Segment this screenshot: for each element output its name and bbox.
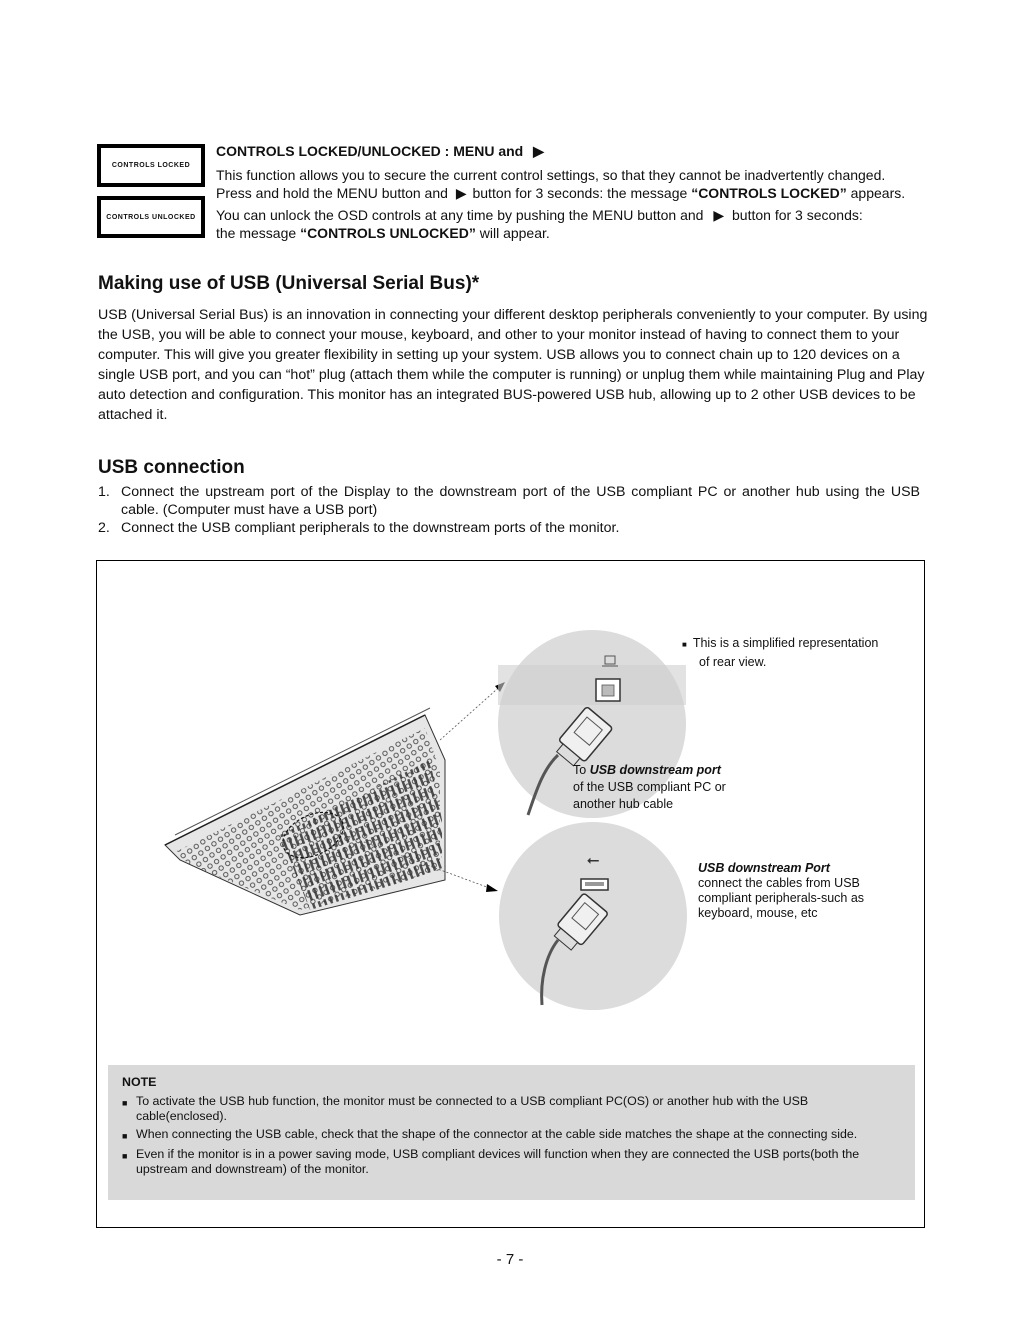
upstream-caption-port: USB downstream port xyxy=(589,763,721,777)
usb-section-heading: Making use of USB (Universal Serial Bus)* xyxy=(98,273,480,294)
controls-p1-line2 xyxy=(216,184,936,202)
step-number: 1. xyxy=(98,484,110,500)
controls-p1-line2a: Press and hold the MENU button and xyxy=(216,185,448,201)
note-title: NOTE xyxy=(122,1075,157,1089)
controls-p2-line1b: button for 3 seconds: xyxy=(732,207,863,223)
controls-locked-box-label: CONTROLS LOCKED xyxy=(111,162,191,169)
note-item-text: When connecting the USB cable, check that the shape of the connector at the cable side matches the shape at the connecting side. xyxy=(136,1127,858,1141)
controls-unlocked-message: “CONTROLS UNLOCKED” xyxy=(300,225,476,241)
list-item xyxy=(98,483,920,519)
downstream-caption xyxy=(698,861,864,921)
upstream-caption-line2: of the USB compliant PC or xyxy=(573,780,726,794)
step-text: Connect the USB compliant peripherals to the downstream ports of the monitor. xyxy=(121,520,620,536)
list-item xyxy=(98,519,920,537)
controls-title-text: CONTROLS LOCKED/UNLOCKED : MENU and xyxy=(216,143,524,159)
usb-connection-heading: USB connection xyxy=(98,457,245,478)
rear-view-note-line2: of rear view. xyxy=(699,655,767,669)
controls-title xyxy=(216,143,544,160)
usb-connection-steps xyxy=(98,483,920,537)
play-arrow-icon: ▶ xyxy=(455,185,467,201)
note-box xyxy=(108,1065,915,1200)
usb-section-body: USB (Universal Serial Bus) is an innovation in connecting your different desktop peripherals conveniently to your computer. By using the USB, you will be able to connect your mouse, keyboard, and other to your monitor instead of having to connect them to your computer. This will give you greater flexibility in setting up your system. USB allows you to connect chain up to 120 devices on a single USB port, and you can “hot” plug (attach them while the computer is running) or unplug them while maintaining Plug and Play auto detection and configuration. This monitor has an integrated BUS-powered USB hub, allowing up to 2 other USB devices to be attached it. xyxy=(98,307,928,423)
controls-paragraph-2 xyxy=(216,206,936,242)
controls-p2-line2c: will appear. xyxy=(479,225,550,241)
controls-p2-line1a: You can unlock the OSD controls at any time by pushing the MENU button and xyxy=(216,207,704,223)
controls-p1-line1: This function allows you to secure the current control settings, so that they cannot be inadvertently changed. xyxy=(216,167,886,183)
upstream-caption-line3: another hub cable xyxy=(573,797,674,811)
step-text: Connect the upstream port of the Display to the downstream port of the USB compliant PC or another hub using the USB cable. (Computer must have a USB port) xyxy=(121,484,920,518)
play-arrow-icon: ▶ xyxy=(713,207,725,223)
controls-p2-line2a: the message xyxy=(216,225,297,241)
rear-view-note-line1: This is a simplified representation xyxy=(692,636,879,650)
controls-unlocked-box-label: CONTROLS UNLOCKED xyxy=(106,213,196,221)
page-number: - 7 - xyxy=(496,1251,524,1268)
note-list xyxy=(122,1094,901,1177)
step-number: 2. xyxy=(98,520,110,536)
downstream-caption-line2: compliant peripherals-such as xyxy=(698,891,865,905)
controls-paragraph-1 xyxy=(216,166,936,202)
downstream-caption-line1: connect the cables from USB xyxy=(698,876,860,890)
controls-locked-box xyxy=(97,144,205,187)
usb-rear-view-illustration xyxy=(150,620,710,1020)
upstream-caption xyxy=(573,762,726,813)
bullet-square-icon: ■ xyxy=(122,1098,128,1108)
controls-p2-line1 xyxy=(216,206,936,224)
rear-view-note xyxy=(682,636,878,670)
note-item-text: Even if the monitor is in a power saving mode, USB compliant devices will function when they are connected the USB ports(both the upstream and downstream) of the monitor. xyxy=(136,1147,860,1176)
usb-trident-icon: ⭠ xyxy=(586,850,600,869)
list-item xyxy=(122,1147,901,1177)
bullet-square-icon: ■ xyxy=(122,1131,128,1141)
note-item-text: To activate the USB hub function, the monitor must be connected to a USB compliant PC(OS) or another hub with the USB cable(enclosed). xyxy=(136,1094,809,1123)
controls-locked-message: “CONTROLS LOCKED” xyxy=(691,185,847,201)
list-item xyxy=(122,1127,901,1144)
controls-p1-line2b: button for 3 seconds: the message xyxy=(472,185,688,201)
bullet-square-icon: ■ xyxy=(122,1151,128,1161)
controls-p1-line2d: appears. xyxy=(850,185,906,201)
upstream-caption-to: To xyxy=(573,763,587,777)
controls-unlocked-box xyxy=(97,196,205,238)
downstream-caption-line3: keyboard, mouse, etc xyxy=(698,906,818,920)
downstream-caption-title: USB downstream Port xyxy=(698,861,830,875)
controls-p2-line2 xyxy=(216,224,936,242)
play-arrow-icon: ▶ xyxy=(533,143,544,159)
bullet-square-icon: ■ xyxy=(682,640,687,649)
list-item xyxy=(122,1094,901,1124)
